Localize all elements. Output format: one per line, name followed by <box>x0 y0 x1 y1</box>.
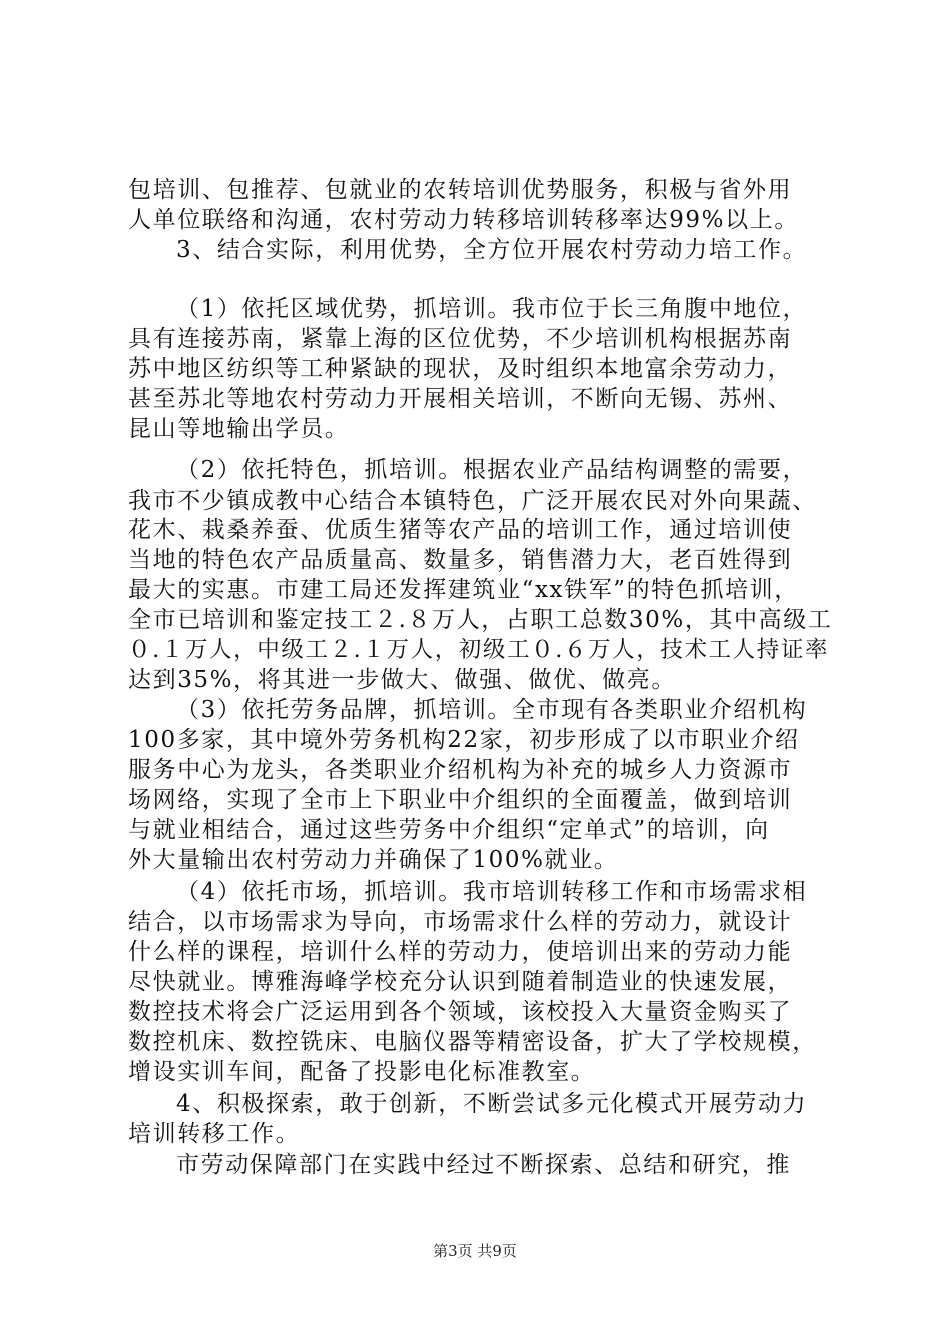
text-line: （3）依托劳务品牌，抓培训。全市现有各类职业介绍机构 <box>176 697 808 723</box>
text-line: 当地的特色农产品质量高、数量多，销售潜力大，老百姓得到 <box>128 547 793 573</box>
text-line: 尽快就业。博雅海峰学校充分认识到随着制造业的快速发展， <box>128 969 793 995</box>
text-line: 结合，以市场需求为导向，市场需求什么样的劳动力，就设计 <box>128 909 793 935</box>
text-line: （1）依托区域优势，抓培训。我市位于长三角腹中地位， <box>176 296 808 322</box>
text-line: 达到35%，将其进一步做大、做强、做优、做亮。 <box>128 667 676 693</box>
text-line: 人单位联络和沟通，农村劳动力转移培训转移率达99%以上。 <box>128 207 799 233</box>
text-line: 场网络，实现了全市上下职业中介组织的全面覆盖，做到培训 <box>128 787 793 813</box>
section-heading: 3、结合实际，利用优势，全方位开展农村劳动力培工作。 <box>176 237 808 263</box>
text-line: 数控机床、数控铣床、电脑仪器等精密设备，扩大了学校规模， <box>128 1029 817 1055</box>
text-line: 培训转移工作。 <box>128 1121 301 1147</box>
text-line: 100多家，其中境外劳务机构22家，初步形成了以市职业介绍 <box>128 727 800 753</box>
text-line: （4）依托市场，抓培训。我市培训转移工作和市场需求相 <box>176 879 808 905</box>
text-line: 市劳动保障部门在实践中经过不断探索、总结和研究，推 <box>176 1152 791 1178</box>
text-line: （2）依托特色，抓培训。根据农业产品结构调整的需要， <box>176 457 808 483</box>
text-line: 服务中心为龙头，各类职业介绍机构为补充的城乡人力资源市 <box>128 757 793 783</box>
text-line: 最大的实惠。市建工局还发挥建筑业“xx铁军”的特色抓培训， <box>128 577 799 603</box>
text-line: 具有连接苏南，紧靠上海的区位优势，不少培训机构根据苏南 <box>128 326 793 352</box>
text-line: 昆山等地输出学员。 <box>128 416 350 442</box>
section-heading: 4、积极探索，敢于创新，不断尝试多元化模式开展劳动力 <box>176 1091 808 1117</box>
text-line: ０.１万人，中级工２.１万人，初级工０.６万人，技术工人持证率 <box>128 637 830 663</box>
text-line: 什么样的课程，培训什么样的劳动力，使培训出来的劳动力能 <box>128 939 793 965</box>
text-line: 花木、栽桑养蚕、优质生猪等农产品的培训工作，通过培训使 <box>128 517 793 543</box>
text-line: 增设实训车间，配备了投影电化标准教室。 <box>128 1059 596 1085</box>
text-line: 外大量输出农村劳动力并确保了100%就业。 <box>128 847 619 873</box>
text-line: 苏中地区纺织等工种紧缺的现状，及时组织本地富余劳动力， <box>128 356 793 382</box>
text-line: 包培训、包推荐、包就业的农转培训优势服务，积极与省外用 <box>128 177 793 203</box>
text-line: 我市不少镇成教中心结合本镇特色，广泛开展农民对外向果蔬、 <box>128 488 817 514</box>
text-line: 全市已培训和鉴定技工２.８万人，占职工总数30%，其中高级工 <box>128 607 833 633</box>
text-line: 与就业相结合，通过这些劳务中介组织“定单式”的培训，向 <box>128 817 770 843</box>
text-line: 甚至苏北等地农村劳动力开展相关培训，不断向无锡、苏州、 <box>128 386 793 412</box>
text-line: 数控技术将会广泛运用到各个领域，该校投入大量资金购买了 <box>128 999 793 1025</box>
page-number-footer: 第3页 共9页 <box>433 1242 517 1260</box>
